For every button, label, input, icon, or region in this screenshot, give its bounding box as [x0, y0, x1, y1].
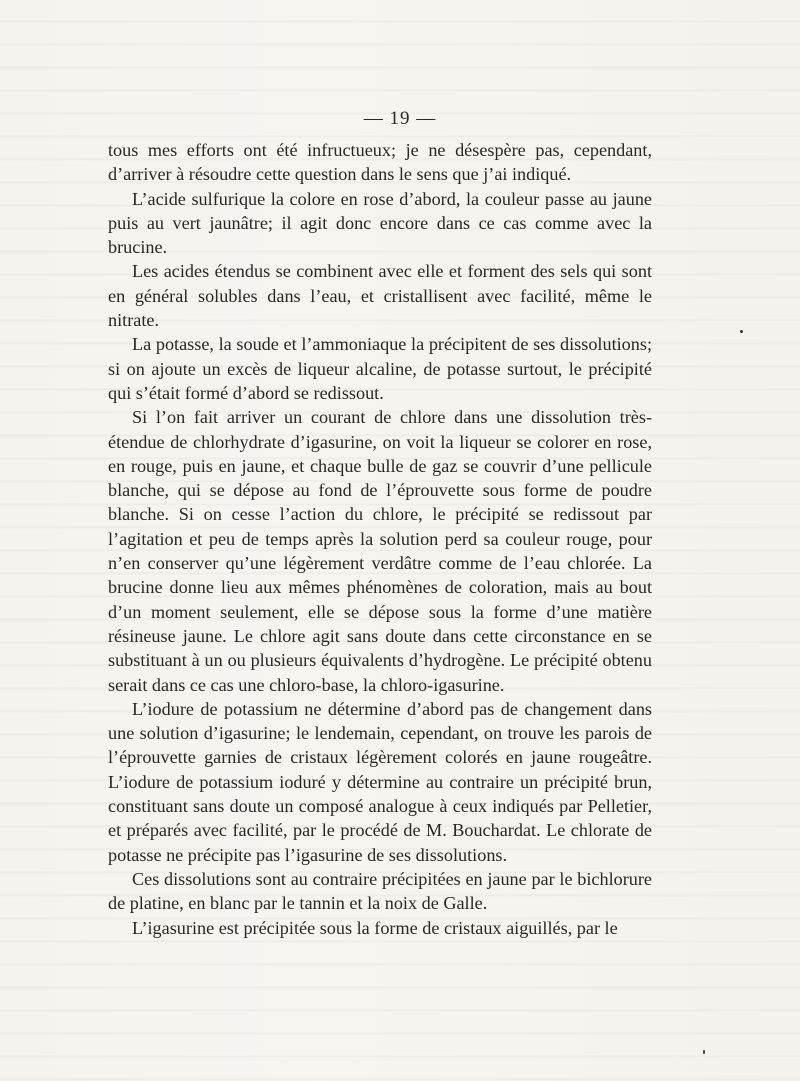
paragraph-4: La potasse, la soude et l’ammoniaque la précipitent de ses dissolutions; si on ajoute un excès de liqueur alcaline, de potasse surtout, le précipité qui s’était formé d’abord se redissout. — [108, 334, 652, 403]
paragraph-1: tous mes efforts ont été infructueux; je ne désespère pas, cependant, d’arriver à résoudre cette question dans le sens que j’ai indiqué. — [108, 140, 652, 185]
ink-speck — [703, 1050, 705, 1054]
paragraph-5: Si l’on fait arriver un courant de chlore dans une dissolution très-étendue de chlorhydrate d’igasurine, on voit la liqueur se colorer en rose, en rouge, puis en jaune, et chaque bulle de gaz se couvrir d’une pellicule blanche, qui se dépose au fond de l’éprouvette sous forme de poudre blanche. Si on cesse l’action du chlore, le précipité se redissout par l’agitation et peu de temps après la solution perd sa couleur rouge, pour n’en conserver qu’une légèrement verdâtre comme de l’eau chlorée. La brucine donne lieu aux mêmes phénomènes de coloration, mais au bout d’un moment seulement, elle se dépose sous la forme d’une matière résineuse jaune. Le chlore agit sans doute dans cette circonstance en se substituant à un ou plusieurs équivalents d’hydrogène. Le précipité obtenu serait dans ce cas une chloro-base, la chloro-igasurine. — [108, 407, 652, 695]
paragraph-7: Ces dissolutions sont au contraire précipitées en jaune par le bichlorure de platine, en blanc par le tannin et la noix de Galle. — [108, 868, 652, 914]
paragraph-8: L’igasurine est précipitée sous la forme de cristaux aiguillés, par le — [132, 917, 618, 938]
paragraph-6: L’iodure de potassium ne détermine d’abord pas de changement dans une solution d’igasurine; le lendemain, cependant, on trouve les parois de l’éprouvette garnies de cristaux légèrement colorés en jaune rougeâtre. L’iodure de potassium ioduré y détermine au contraire un précipité brun, constituant sans doute un composé analogue à ceux indiqués par Pelletier, et préparés avec facilité, par le procédé de M. Bouchardat. Le chlorate de potasse ne précipite pas l’igasurine de ses dissolutions. — [108, 698, 652, 865]
page-number: — 19 — — [363, 108, 437, 129]
ink-speck — [740, 330, 743, 333]
paragraph-2: L’acide sulfurique la colore en rose d’abord, la couleur passe au jaune puis au vert jaunâtre; il agit donc encore dans ce cas comme avec la brucine. — [108, 188, 652, 258]
paragraph-3: Les acides étendus se combinent avec elle et forment des sels qui sont en général solubles dans l’eau, et cristallisent avec facilité, même le nitrate. — [108, 261, 652, 331]
body-text — [108, 138, 652, 940]
